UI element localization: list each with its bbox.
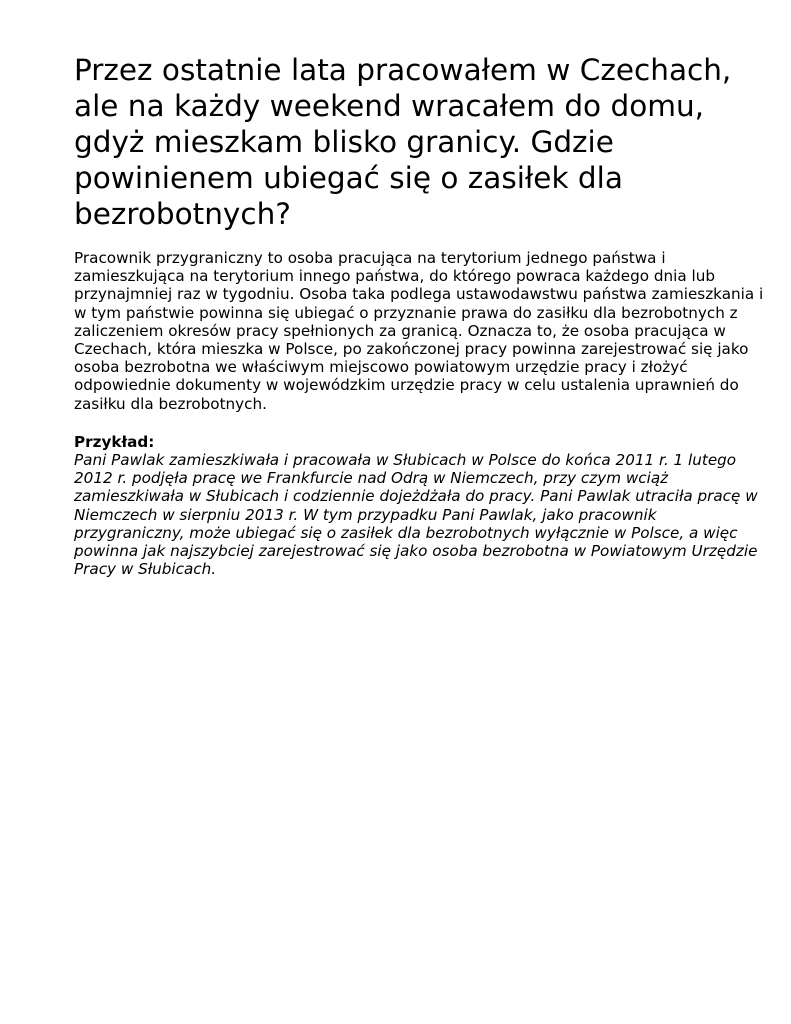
answer-paragraph: Pracownik przygraniczny to osoba pracująca na terytorium jednego państwa i zamieszkująca na terytorium innego państwa, do którego powraca każdego dnia lub przynajmniej raz w tygodniu. Osoba taka podlega ustawodawstwu państwa zamieszkania i w tym państwie powinna się ubiegać o przyznanie prawa do zasiłku dla bezrobotnych z zaliczeniem okresów pracy spełnionych za granicą. Oznacza to, że osoba pracująca w Czechach, która mieszka w Polsce, po zakończonej pracy powinna zarejestrować się jako osoba bezrobotna we właściwym miejscowo powiatowym urzędzie pracy i złożyć odpowiednie dokumenty w wojewódzkim urzędzie pracy w celu ustalenia uprawnień do zasiłku dla bezrobotnych. — [74, 249, 764, 413]
question-title: Przez ostatnie lata pracowałem w Czechach, ale na każdy weekend wracałem do domu, gdyż mieszkam blisko granicy. Gdzie powinienem ubiegać się o zasiłek dla bezrobotnych? — [74, 53, 732, 231]
example-text: Pani Pawlak zamieszkiwała i pracowała w Słubicach w Polsce do końca 2011 r. 1 lutego 2012 r. podjęła pracę we Frankfurcie nad Odrą w Niemczech, przy czym wciąż zamieszkiwała w Słubicach i codziennie dojeżdżała do pracy. Pani Pawlak utraciła pracę w Niemczech w sierpniu 2013 r. W tym przypadku Pani Pawlak, jako pracownik przygraniczny, może ubiegać się o zasiłek dla bezrobotnych wyłącznie w Polsce, a więc powinna jak najszybciej zarejestrować się jako osoba bezrobotna w Powiatowym Urzędzie Pracy w Słubicach. — [74, 451, 758, 579]
example-label: Przykład: — [74, 432, 155, 451]
example-section — [74, 433, 764, 579]
document-page — [74, 52, 764, 578]
